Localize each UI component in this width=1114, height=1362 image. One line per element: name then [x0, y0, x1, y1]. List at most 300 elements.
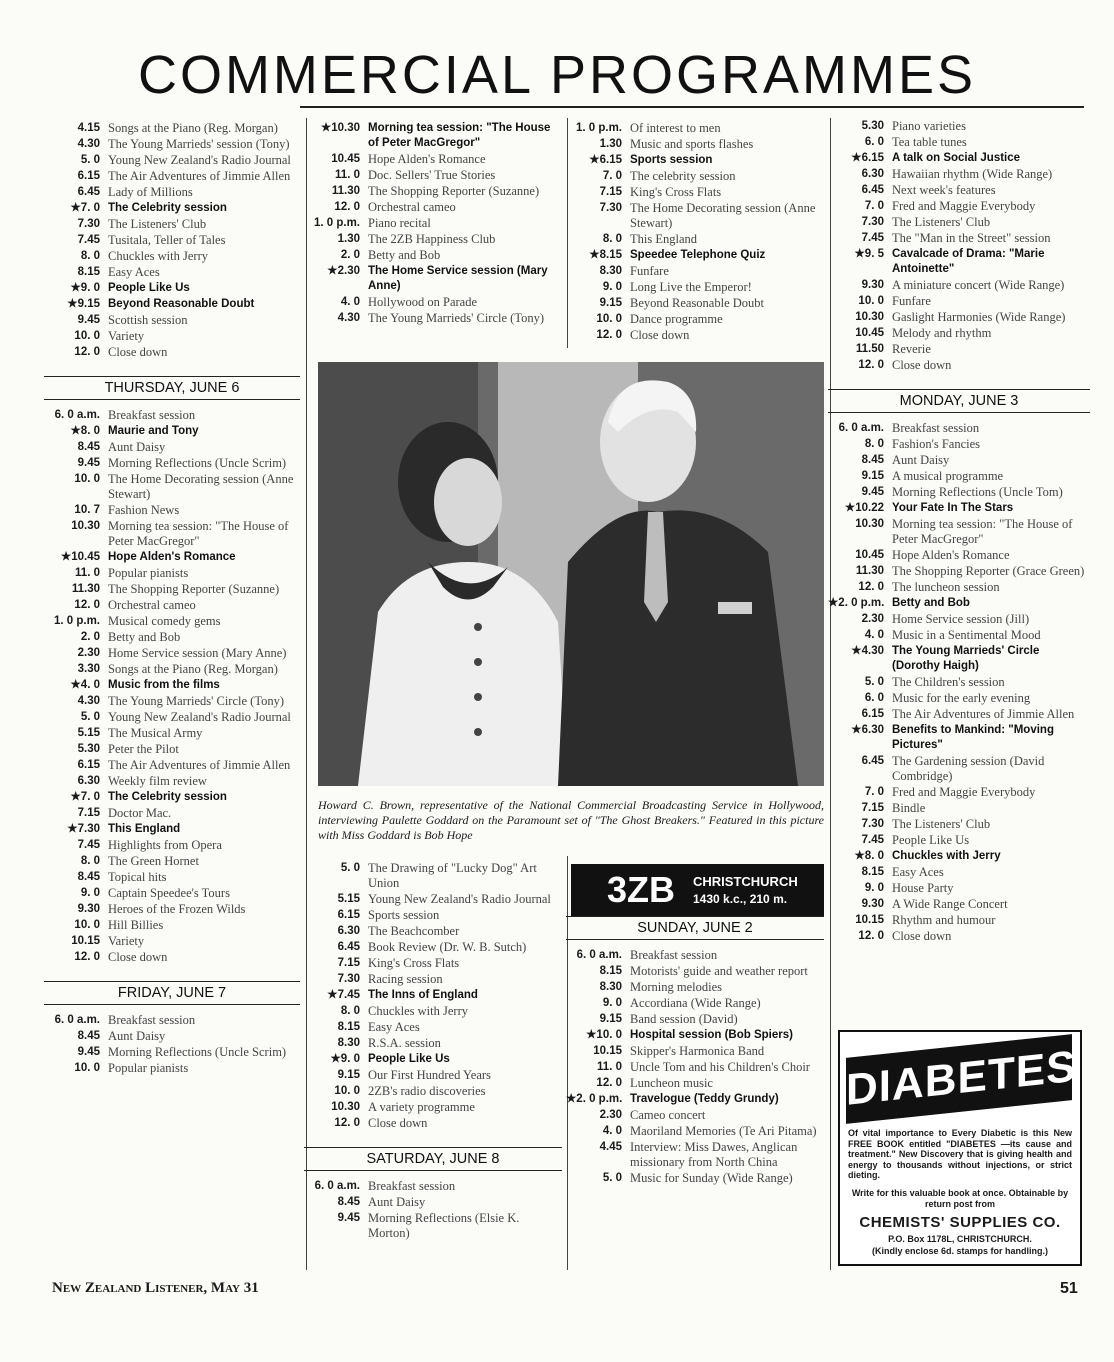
- schedule-list: [304, 120, 562, 326]
- programme-title: The Young Marrieds' session (Tony): [108, 136, 290, 151]
- programme-title: King's Cross Flats: [630, 184, 722, 199]
- programme-row-highlighted: [828, 722, 1090, 753]
- programme-row: [828, 166, 1090, 182]
- programme-title: Music from the films: [108, 678, 220, 691]
- programme-title: The Gardening session (David Combridge): [892, 753, 1045, 783]
- programme-row: [304, 1178, 562, 1194]
- programme-time: 8.15: [337, 1020, 360, 1033]
- programme-title: The Home Service session (Mary Anne): [368, 264, 548, 292]
- programme-time: 1.30: [337, 232, 360, 245]
- programme-time: ★9. 5: [854, 247, 884, 260]
- programme-time: 12. 0: [74, 345, 100, 358]
- programme-time: 8.30: [337, 1036, 360, 1049]
- programme-title: Betty and Bob: [892, 596, 970, 609]
- programme-time: 9.15: [599, 296, 622, 309]
- programme-row: [44, 328, 300, 344]
- programme-row: [44, 152, 300, 168]
- programme-time: 12. 0: [74, 950, 100, 963]
- programme-title: Easy Aces: [368, 1019, 420, 1034]
- programme-title: Variety: [108, 933, 145, 948]
- page-title: COMMERCIAL PROGRAMMES: [137, 45, 977, 105]
- programme-title: Young New Zealand's Radio Journal: [108, 709, 291, 724]
- programme-row: [44, 216, 300, 232]
- programme-row-highlighted: [566, 1027, 824, 1043]
- programme-time: 6.15: [337, 908, 360, 921]
- programme-time: 2.30: [599, 1108, 622, 1121]
- programme-time: 12. 0: [596, 1076, 622, 1089]
- programme-title: Piano varieties: [892, 118, 966, 133]
- schedule-list: [566, 120, 824, 343]
- programme-row: [44, 757, 300, 773]
- programme-title: Close down: [108, 344, 168, 359]
- programme-title: Book Review (Dr. W. B. Sutch): [368, 939, 527, 954]
- day-header-thursday: THURSDAY, JUNE 6: [44, 376, 300, 400]
- programme-row: [566, 963, 824, 979]
- programme-row: [566, 120, 824, 136]
- programme-time: ★10.22: [844, 501, 884, 514]
- programme-time: 2. 0: [80, 630, 100, 643]
- programme-time: 8. 0: [602, 232, 622, 245]
- programme-time: 8.45: [77, 870, 100, 883]
- programme-title: Hollywood on Parade: [368, 294, 478, 309]
- programme-title: Songs at the Piano (Reg. Morgan): [108, 661, 278, 676]
- programme-title: The Children's session: [892, 674, 1005, 689]
- programme-row: [828, 277, 1090, 293]
- programme-row-highlighted: [44, 677, 300, 693]
- programme-row: [828, 484, 1090, 500]
- programme-time: 2.30: [77, 646, 100, 659]
- programme-row: [828, 198, 1090, 214]
- programme-title: Doc. Sellers' True Stories: [368, 167, 496, 182]
- column-1: [44, 120, 300, 1076]
- programme-title: Cameo concert: [630, 1107, 706, 1122]
- programme-time: ★8. 0: [70, 424, 100, 437]
- programme-title: The Air Adventures of Jimmie Allen: [892, 706, 1075, 721]
- programme-time: ★7. 0: [70, 790, 100, 803]
- programme-time: 10.30: [855, 517, 884, 530]
- column-3-top: [566, 120, 824, 343]
- programme-time: 7. 0: [864, 785, 884, 798]
- programme-row: [566, 1043, 824, 1059]
- programme-time: 6. 0 a.m.: [54, 408, 100, 421]
- programme-time: 8.15: [77, 265, 100, 278]
- programme-row: [828, 563, 1090, 579]
- programme-row: [304, 1083, 562, 1099]
- programme-time: 9. 0: [602, 996, 622, 1009]
- programme-row: [304, 955, 562, 971]
- programme-title: Close down: [368, 1115, 428, 1130]
- ad-body: Of vital importance to Every Diabetic is this New FREE BOOK entitled "DIABETES —its cause and treatment." New Discovery that is giving health and energy to thousands without injections, or strict dieting.: [848, 1128, 1072, 1180]
- programme-row: [566, 1075, 824, 1091]
- programme-title: Popular pianists: [108, 565, 189, 580]
- programme-title: Speedee Telephone Quiz: [630, 248, 766, 261]
- programme-row: [304, 310, 562, 326]
- column-4: [828, 118, 1090, 944]
- programme-time: 10.15: [71, 934, 100, 947]
- programme-title: Travelogue (Teddy Grundy): [630, 1092, 779, 1105]
- programme-row: [566, 1123, 824, 1139]
- programme-row: [566, 1139, 824, 1170]
- programme-title: The Air Adventures of Jimmie Allen: [108, 168, 291, 183]
- programme-row: [44, 901, 300, 917]
- programme-row: [304, 1210, 562, 1241]
- programme-time: 7.15: [77, 806, 100, 819]
- programme-time: ★2. 0 p.m.: [566, 1092, 623, 1105]
- programme-row: [304, 183, 562, 199]
- programme-title: Scottish session: [108, 312, 188, 327]
- programme-time: 7. 0: [864, 199, 884, 212]
- ad-cta: Write for this valuable book at once. Obtainable by return post from: [851, 1188, 1069, 1209]
- programme-time: 4.30: [77, 137, 100, 150]
- programme-row: [304, 247, 562, 263]
- programme-time: ★7. 0: [70, 201, 100, 214]
- ad-note: (Kindly enclose 6d. stamps for handling.): [871, 1246, 1049, 1256]
- programme-title: Aunt Daisy: [108, 1028, 166, 1043]
- programme-row: [566, 279, 824, 295]
- programme-row: [44, 168, 300, 184]
- programme-title: Variety: [108, 328, 145, 343]
- programme-row: [828, 706, 1090, 722]
- programme-row: [304, 1194, 562, 1210]
- programme-title: The Listeners' Club: [108, 216, 207, 231]
- programme-title: Aunt Daisy: [368, 1194, 426, 1209]
- programme-title: The celebrity session: [630, 168, 736, 183]
- programme-title: The "Man in the Street" session: [892, 230, 1051, 245]
- column-2-top: [304, 120, 562, 326]
- programme-title: Orchestral cameo: [108, 597, 196, 612]
- programme-row-highlighted: [828, 848, 1090, 864]
- programme-title: This England: [630, 231, 698, 246]
- programme-time: 7.45: [77, 233, 100, 246]
- programme-row-highlighted: [828, 643, 1090, 674]
- programme-row-highlighted: [44, 296, 300, 312]
- photo-caption: Howard C. Brown, representative of the National Commercial Broadcasting Service in Hollywood, interviewing Paulette Goddard on the Paramount set of "The Ghost Breakers." Featured in this picture with Miss Goddard is Bob Hope: [318, 798, 824, 842]
- programme-title: Morning Reflections (Elsie K. Morton): [368, 1210, 520, 1240]
- programme-row: [44, 502, 300, 518]
- programme-title: Band session (David): [630, 1011, 738, 1026]
- programme-time: ★9. 0: [330, 1052, 360, 1065]
- programme-row: [44, 248, 300, 264]
- programme-time: 9.15: [861, 469, 884, 482]
- programme-title: 2ZB's radio discoveries: [368, 1083, 486, 1098]
- programme-title: Hope Alden's Romance: [892, 547, 1010, 562]
- programme-row: [304, 1099, 562, 1115]
- programme-time: 7.45: [861, 833, 884, 846]
- programme-row: [828, 627, 1090, 643]
- programme-title: This England: [108, 822, 181, 835]
- programme-time: 2. 0: [340, 248, 360, 261]
- programme-row: [566, 1107, 824, 1123]
- programme-title: Orchestral cameo: [368, 199, 456, 214]
- programme-title: Long Live the Emperor!: [630, 279, 752, 294]
- programme-row: [44, 661, 300, 677]
- programme-time: 8.45: [861, 453, 884, 466]
- programme-time: 9.15: [337, 1068, 360, 1081]
- programme-title: The Musical Army: [108, 725, 203, 740]
- programme-time: 1. 0 p.m.: [53, 614, 100, 627]
- programme-title: Betty and Bob: [368, 247, 441, 262]
- programme-time: ★8.15: [589, 248, 622, 261]
- page-number: 51: [1060, 1280, 1078, 1297]
- programme-time: 9. 0: [602, 280, 622, 293]
- programme-row: [44, 471, 300, 502]
- programme-row: [828, 341, 1090, 357]
- programme-time: 4. 0: [602, 1124, 622, 1137]
- programme-time: 7.30: [599, 201, 622, 214]
- column-3-lower: [566, 910, 824, 1186]
- programme-time: 6.30: [77, 774, 100, 787]
- programme-time: ★4. 0: [70, 678, 100, 691]
- programme-time: 9. 0: [80, 886, 100, 899]
- programme-row: [44, 917, 300, 933]
- programme-time: ★2. 0 p.m.: [828, 596, 885, 609]
- programme-time: 11.30: [331, 184, 360, 197]
- programme-title: Racing session: [368, 971, 443, 986]
- programme-row: [304, 1003, 562, 1019]
- programme-time: 12. 0: [334, 1116, 360, 1129]
- programme-title: Close down: [630, 327, 690, 342]
- programme-row: [828, 784, 1090, 800]
- programme-time: 6.15: [77, 169, 100, 182]
- programme-time: 12. 0: [858, 580, 884, 593]
- programme-title: People Like Us: [892, 832, 970, 847]
- programme-row: [828, 134, 1090, 150]
- programme-row: [828, 118, 1090, 134]
- programme-row: [828, 468, 1090, 484]
- programme-title: A miniature concert (Wide Range): [892, 277, 1065, 292]
- programme-row: [828, 611, 1090, 627]
- programme-title: Skipper's Harmonica Band: [630, 1043, 765, 1058]
- schedule-list: [828, 118, 1090, 373]
- programme-row: [44, 773, 300, 789]
- programme-title: Close down: [892, 357, 952, 372]
- station-city: CHRISTCHURCH: [693, 874, 798, 889]
- programme-title: The Beachcomber: [368, 923, 460, 938]
- programme-time: 6. 0 a.m.: [54, 1013, 100, 1026]
- programme-time: 9.30: [861, 897, 884, 910]
- programme-time: 10. 0: [74, 472, 100, 485]
- programme-title: Sports session: [630, 153, 713, 166]
- ad-headline: DIABETES: [846, 1034, 1072, 1124]
- programme-time: 7.45: [77, 838, 100, 851]
- programme-time: 5. 0: [80, 153, 100, 166]
- programme-row: [304, 199, 562, 215]
- programme-row-highlighted: [44, 549, 300, 565]
- programme-title: The Young Marrieds' Circle (Tony): [108, 693, 285, 708]
- programme-time: ★6.30: [851, 723, 884, 736]
- programme-row-highlighted: [304, 120, 562, 151]
- programme-time: 8.30: [599, 980, 622, 993]
- programme-title: The Home Decorating session (Anne Stewart): [108, 471, 294, 501]
- programme-time: 12. 0: [334, 200, 360, 213]
- programme-title: Fashion's Fancies: [892, 436, 981, 451]
- programme-row: [44, 597, 300, 613]
- programme-row: [304, 1035, 562, 1051]
- schedule-list: [304, 1178, 562, 1241]
- programme-title: The 2ZB Happiness Club: [368, 231, 496, 246]
- programme-title: Sports session: [368, 907, 440, 922]
- programme-row: [566, 947, 824, 963]
- programme-title: Lady of Millions: [108, 184, 193, 199]
- programme-row: [828, 800, 1090, 816]
- programme-row: [566, 1170, 824, 1186]
- programme-title: The Drawing of "Lucky Dog" Art Union: [368, 860, 537, 890]
- programme-time: 4.45: [599, 1140, 622, 1153]
- programme-row-highlighted: [828, 595, 1090, 611]
- programme-time: 5. 0: [602, 1171, 622, 1184]
- programme-row: [44, 312, 300, 328]
- programme-row: [304, 939, 562, 955]
- programme-row: [828, 452, 1090, 468]
- programme-title: The Air Adventures of Jimmie Allen: [108, 757, 291, 772]
- column-2-lower: [304, 860, 562, 1241]
- programme-row-highlighted: [566, 247, 824, 263]
- programme-time: 6. 0: [864, 135, 884, 148]
- programme-row: [304, 1115, 562, 1131]
- programme-time: 10. 7: [74, 503, 100, 516]
- programme-time: ★7.30: [67, 822, 100, 835]
- programme-time: ★7.45: [327, 988, 360, 1001]
- programme-time: 8.15: [861, 865, 884, 878]
- programme-row: [828, 214, 1090, 230]
- programme-row: [304, 923, 562, 939]
- programme-row: [44, 885, 300, 901]
- programme-title: House Party: [892, 880, 954, 895]
- programme-row: [566, 1059, 824, 1075]
- programme-title: Music and sports flashes: [630, 136, 754, 151]
- programme-title: Easy Aces: [108, 264, 160, 279]
- programme-row: [566, 263, 824, 279]
- programme-row: [304, 1067, 562, 1083]
- programme-title: Morning tea session: "The House of Peter MacGregor": [108, 518, 289, 548]
- programme-time: 10. 0: [596, 312, 622, 325]
- programme-title: Chuckles with Jerry: [108, 248, 208, 263]
- programme-title: Piano recital: [368, 215, 431, 230]
- programme-row: [44, 455, 300, 471]
- programme-time: 12. 0: [858, 358, 884, 371]
- programme-row: [44, 581, 300, 597]
- programme-title: Home Service session (Jill): [892, 611, 1030, 626]
- programme-title: Morning tea session: "The House of Peter MacGregor": [892, 516, 1073, 546]
- programme-title: Melody and rhythm: [892, 325, 992, 340]
- programme-time: 10. 0: [74, 1061, 100, 1074]
- programme-row: [828, 674, 1090, 690]
- programme-row: [44, 264, 300, 280]
- programme-row: [828, 864, 1090, 880]
- programme-title: Interview: Miss Dawes, Anglican missionary from North China: [630, 1139, 798, 1169]
- programme-title: A musical programme: [892, 468, 1004, 483]
- programme-row: [828, 896, 1090, 912]
- programme-title: Hope Alden's Romance: [108, 550, 236, 563]
- programme-time: ★10.45: [60, 550, 100, 563]
- programme-time: 8.45: [77, 1029, 100, 1042]
- programme-row: [566, 200, 824, 231]
- programme-title: Breakfast session: [892, 420, 980, 435]
- programme-time: 6. 0: [864, 691, 884, 704]
- publication-footer: New Zealand Listener, May 31: [52, 1280, 259, 1296]
- programme-time: 9.45: [861, 485, 884, 498]
- programme-row: [44, 120, 300, 136]
- programme-title: Peter the Pilot: [108, 741, 179, 756]
- programme-row: [44, 949, 300, 965]
- programme-row-highlighted: [44, 280, 300, 296]
- programme-title: People Like Us: [108, 281, 190, 294]
- programme-title: Fred and Maggie Everybody: [892, 198, 1036, 213]
- programme-title: Young New Zealand's Radio Journal: [108, 152, 291, 167]
- programme-title: Hawaiian rhythm (Wide Range): [892, 166, 1053, 181]
- programme-row: [828, 516, 1090, 547]
- programme-row: [44, 709, 300, 725]
- programme-title: Hospital session (Bob Spiers): [630, 1028, 793, 1041]
- programme-title: Songs at the Piano (Reg. Morgan): [108, 120, 278, 135]
- programme-title: Uncle Tom and his Children's Choir: [630, 1059, 810, 1074]
- programme-time: 9.45: [77, 456, 100, 469]
- programme-title: Beyond Reasonable Doubt: [630, 295, 765, 310]
- programme-time: 10.45: [331, 152, 360, 165]
- programme-title: Luncheon music: [630, 1075, 713, 1090]
- programme-title: Next week's features: [892, 182, 996, 197]
- programme-title: Easy Aces: [892, 864, 944, 879]
- programme-title: Betty and Bob: [108, 629, 181, 644]
- photo-goddard-interview: [318, 362, 824, 786]
- programme-time: ★10. 0: [586, 1028, 622, 1041]
- programme-time: 10. 0: [858, 294, 884, 307]
- programme-title: Captain Speedee's Tours: [108, 885, 230, 900]
- programme-time: 3.30: [77, 662, 100, 675]
- programme-time: 9.15: [599, 1012, 622, 1025]
- programme-time: 9.30: [861, 278, 884, 291]
- programme-time: 7.15: [599, 185, 622, 198]
- programme-title: Chuckles with Jerry: [368, 1003, 468, 1018]
- programme-time: 6.15: [861, 707, 884, 720]
- programme-title: Young New Zealand's Radio Journal: [368, 891, 551, 906]
- programme-title: Morning Reflections (Uncle Scrim): [108, 455, 287, 470]
- programme-time: 1.30: [599, 137, 622, 150]
- programme-time: 9.30: [77, 902, 100, 915]
- programme-time: ★9.15: [67, 297, 100, 310]
- programme-title: Morning tea session: "The House of Peter MacGregor": [368, 121, 551, 149]
- programme-row-highlighted: [828, 150, 1090, 166]
- programme-time: 11. 0: [335, 168, 360, 181]
- programme-time: 11. 0: [597, 1060, 622, 1073]
- programme-time: 10.15: [855, 913, 884, 926]
- programme-title: The luncheon session: [892, 579, 1000, 594]
- programme-row: [566, 168, 824, 184]
- programme-row: [304, 167, 562, 183]
- title-rule: [300, 106, 1084, 108]
- programme-time: 9.45: [77, 313, 100, 326]
- programme-row: [566, 1011, 824, 1027]
- programme-row: [44, 837, 300, 853]
- programme-row-highlighted: [566, 1091, 824, 1107]
- ad-address: P.O. Box 1178L, CHRISTCHURCH.: [888, 1234, 1032, 1244]
- programme-time: 4. 0: [864, 628, 884, 641]
- programme-row: [566, 311, 824, 327]
- programme-title: Chuckles with Jerry: [892, 849, 1001, 862]
- programme-title: The Green Hornet: [108, 853, 199, 868]
- programme-row: [828, 182, 1090, 198]
- programme-time: 7. 0: [602, 169, 622, 182]
- programme-title: Of interest to men: [630, 120, 721, 135]
- programme-row: [828, 309, 1090, 325]
- programme-time: 10.30: [71, 519, 100, 532]
- programme-time: 5.15: [77, 726, 100, 739]
- programme-row-highlighted: [44, 789, 300, 805]
- programme-row: [44, 613, 300, 629]
- programme-title: Morning melodies: [630, 979, 723, 994]
- programme-time: 12. 0: [596, 328, 622, 341]
- programme-title: Hope Alden's Romance: [368, 151, 486, 166]
